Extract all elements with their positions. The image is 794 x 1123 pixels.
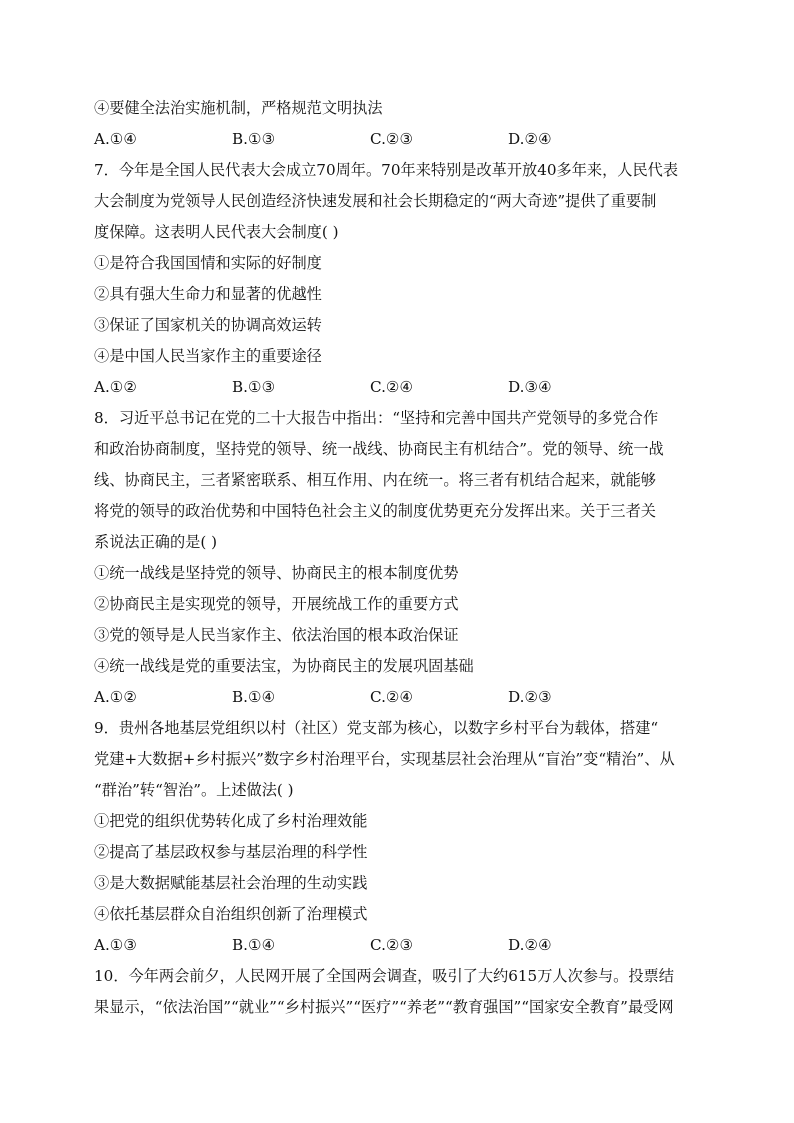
option-c[interactable]: C.②④ xyxy=(370,688,414,706)
option-d[interactable]: D.②④ xyxy=(508,936,552,954)
question-stem: “群治”转“智治”。上述做法( ) xyxy=(94,781,294,799)
question-9 xyxy=(94,713,706,961)
question-stem: 7．今年是全国人民代表大会成立70周年。70年来特别是改革开放40多年来，人民代表 xyxy=(94,161,679,179)
question-6-tail xyxy=(94,93,706,155)
question-stem: 8．习近平总书记在党的二十大报告中指出：“坚持和完善中国共产党领导的多党合作 xyxy=(94,409,659,427)
answer-options xyxy=(94,682,706,713)
question-10 xyxy=(94,961,706,1023)
statement: ④依托基层群众自治组织创新了治理模式 xyxy=(94,905,368,923)
question-stem: 系说法正确的是( ) xyxy=(94,533,217,551)
option-a[interactable]: A.①② xyxy=(94,378,138,396)
statement: ②协商民主是实现党的领导，开展统战工作的重要方式 xyxy=(94,595,459,613)
option-a[interactable]: A.①② xyxy=(94,688,138,706)
option-c[interactable]: C.②③ xyxy=(370,936,414,954)
question-stem: 9．贵州各地基层党组织以村（社区）党支部为核心，以数字乡村平台为载体，搭建“ xyxy=(94,719,659,737)
statement: ③是大数据赋能基层社会治理的生动实践 xyxy=(94,874,368,892)
statement: ①是符合我国国情和实际的好制度 xyxy=(94,254,322,272)
question-stem: 将党的领导的政治优势和中国特色社会主义的制度优势更充分发挥出来。关于三者关 xyxy=(94,502,656,520)
option-d[interactable]: D.③④ xyxy=(508,378,552,396)
option-d[interactable]: D.②③ xyxy=(508,688,552,706)
exam-page xyxy=(94,93,706,1023)
option-c[interactable]: C.②④ xyxy=(370,378,414,396)
question-stem: 度保障。这表明人民代表大会制度( ) xyxy=(94,223,339,241)
option-d[interactable]: D.②④ xyxy=(508,130,552,148)
option-b[interactable]: B.①④ xyxy=(232,936,276,954)
question-stem: 果显示，“依法治国”“就业”“乡村振兴”“医疗”“养老”“教育强国”“国家安全教育”最受网 xyxy=(94,998,674,1016)
answer-options xyxy=(94,930,706,961)
question-8 xyxy=(94,403,706,713)
option-c[interactable]: C.②③ xyxy=(370,130,414,148)
question-7 xyxy=(94,155,706,403)
question-stem: 党建+大数据+乡村振兴”数字乡村治理平台，实现基层社会治理从“盲治”变“精治”、从 xyxy=(94,750,675,768)
question-stem: 和政治协商制度，坚持党的领导、统一战线、协商民主有机结合”。党的领导、统一战 xyxy=(94,440,664,458)
statement: ②提高了基层政权参与基层治理的科学性 xyxy=(94,843,368,861)
option-b[interactable]: B.①③ xyxy=(232,378,276,396)
statement: ③党的领导是人民当家作主、依法治国的根本政治保证 xyxy=(94,626,459,644)
statement: ①统一战线是坚持党的领导、协商民主的根本制度优势 xyxy=(94,564,459,582)
option-b[interactable]: B.①③ xyxy=(232,130,276,148)
option-b[interactable]: B.①④ xyxy=(232,688,276,706)
answer-options xyxy=(94,124,706,155)
question-stem: 大会制度为党领导人民创造经济快速发展和社会长期稳定的“两大奇迹”提供了重要制 xyxy=(94,192,657,210)
statement: ④是中国人民当家作主的重要途径 xyxy=(94,347,322,365)
statement: ④统一战线是党的重要法宝，为协商民主的发展巩固基础 xyxy=(94,657,474,675)
question-stem: 线、协商民主，三者紧密联系、相互作用、内在统一。将三者有机结合起来，就能够 xyxy=(94,471,656,489)
option-a[interactable]: A.①③ xyxy=(94,936,138,954)
statement: ①把党的组织优势转化成了乡村治理效能 xyxy=(94,812,368,830)
statement: ②具有强大生命力和显著的优越性 xyxy=(94,285,322,303)
option-a[interactable]: A.①④ xyxy=(94,130,138,148)
statement: ④要健全法治实施机制，严格规范文明执法 xyxy=(94,99,383,117)
statement: ③保证了国家机关的协调高效运转 xyxy=(94,316,322,334)
question-stem: 10．今年两会前夕，人民网开展了全国两会调查，吸引了大约615万人次参与。投票结 xyxy=(94,967,674,985)
answer-options xyxy=(94,372,706,403)
